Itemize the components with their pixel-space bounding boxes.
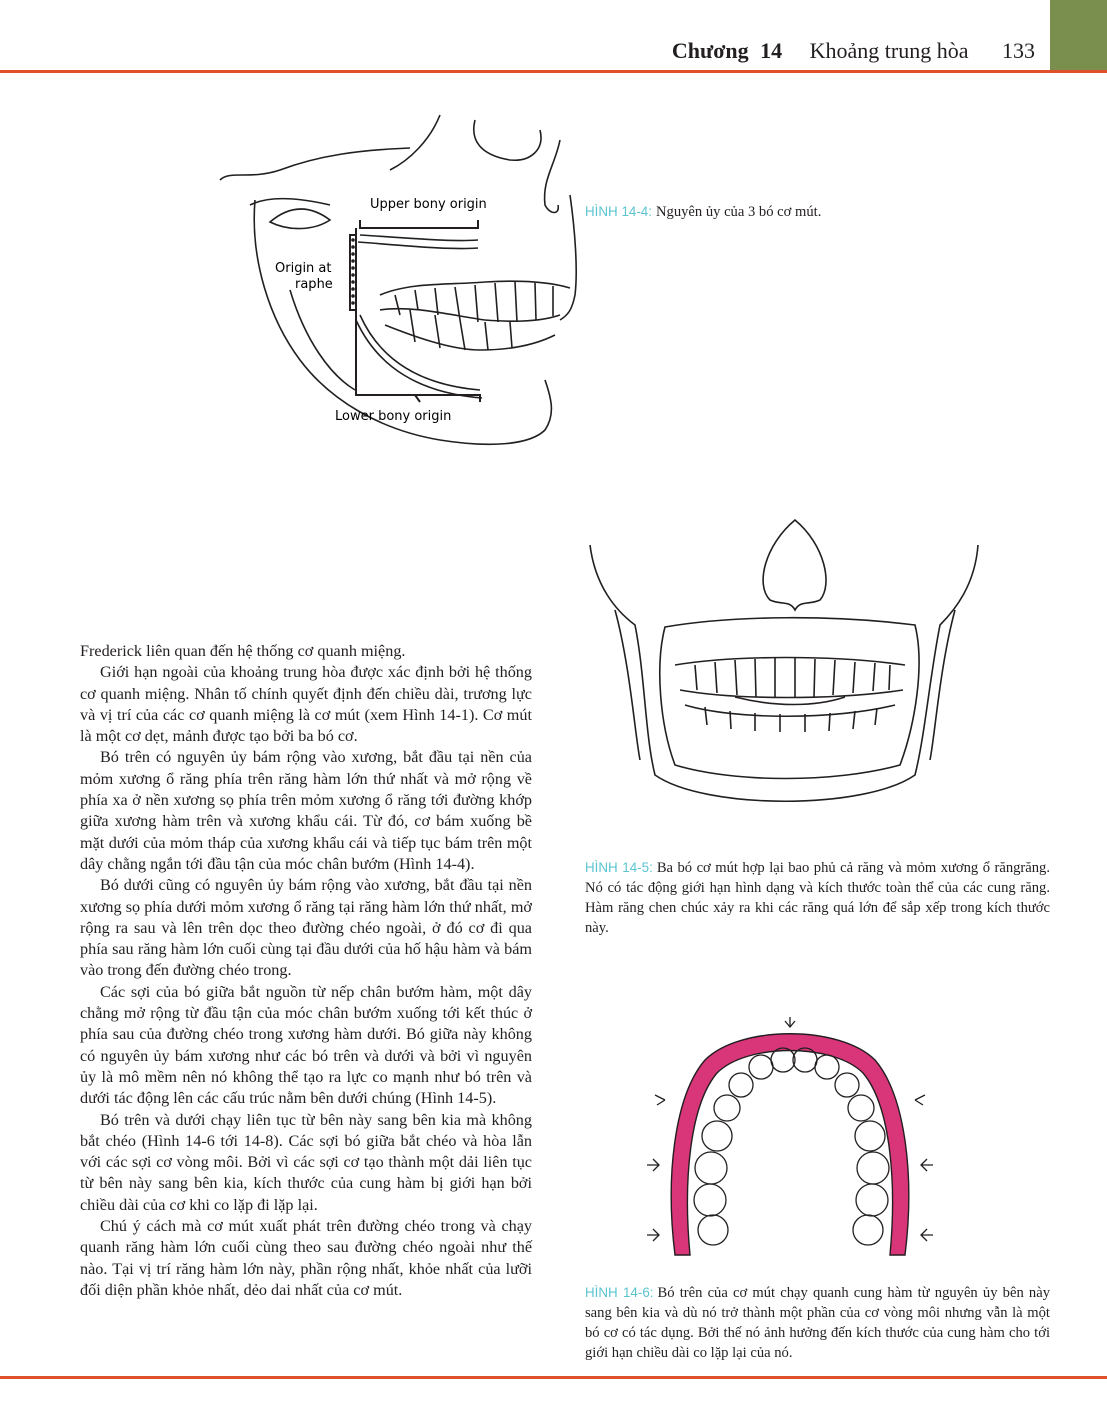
body-paragraph-5: Các sợi của bó giữa bắt nguồn từ nếp chân bướm hàm, một dây chằng mở rộng từ đầu tận của móc chân bướm xuống tới kết thúc ở phía sau của đường chéo trong xương hàm dưới. Bó giữa này không có nguyên ủy bám xương như các bó trên và dưới và bởi vì nguyên ủy là mô mềm nên nó không thể tạo ra lực co mạnh như bó trên và dưới tác động lên các cấu trúc nằm bên dưới chúng (Hình 14-5).: [80, 982, 532, 1108]
figure-14-5-caption-label: HÌNH 14-5:: [585, 860, 653, 875]
body-paragraph-2: Giới hạn ngoài của khoảng trung hòa được xác định bởi hệ thống cơ quanh miệng. Nhân tố chính quyết định đến chiều dài, trương lực và vị trí của các cơ quanh miệng là cơ mút (xem Hình 14-1). Cơ mút là một cơ dẹt, mảnh được tạo bởi ba bó cơ.: [80, 663, 532, 746]
chapter-color-tab: [1050, 0, 1107, 70]
figure-14-5-caption-text: Ba bó cơ mút hợp lại bao phủ cả răng và mỏm xương ổ răngrăng. Nó có tác động giới hạn hình dạng và kích thước toàn thể của các cung răng. Hàm răng chen chúc xảy ra khi các răng quá lớn để sắp xếp trong kích thước này.: [585, 860, 1050, 936]
figure-14-6-caption-label: HÌNH 14-6:: [585, 1285, 654, 1300]
figure-14-6-caption: [585, 1283, 1050, 1363]
buccinator-band: [671, 1034, 909, 1255]
body-text-column: [80, 641, 532, 1301]
figure-14-5-caption: [585, 858, 1050, 938]
figure-14-4-caption: [585, 202, 1035, 222]
figure-14-6-caption-text: Bó trên của cơ mút chạy quanh cung hàm từ nguyên ủy bên này sang bên kia và dù nó trở thành một phần của cơ vòng môi nhưng vẫn là một bó cơ có tác dụng. Bởi thế nó ảnh hưởng đến kích thước của cung hàm cho tới giới hạn chiều dài co lặp lại của nó.: [585, 1285, 1050, 1361]
figure-14-4-caption-label: HÌNH 14-4:: [585, 204, 652, 219]
label-origin-at-raphe-line2: raphe: [295, 277, 333, 292]
label-origin-at-raphe-line1: Origin at: [275, 261, 332, 276]
body-paragraph-7: Chú ý cách mà cơ mút xuất phát trên đường chéo trong và chạy quanh răng hàm lớn cuối cùng theo sau đường chéo ngoài như thế nào. Tại vị trí răng hàm lớn này, phần rộng nhất, khỏe nhất của lưỡi đối diện phần khỏe nhất, dẻo dai nhất của cơ mút.: [80, 1217, 532, 1299]
figure-14-6-arch-illustration: [635, 1005, 945, 1265]
page-header: [0, 0, 1107, 72]
label-upper-bony-origin: Upper bony origin: [370, 197, 487, 212]
chapter-number: 14: [760, 38, 783, 63]
footer-rule: [0, 1376, 1107, 1379]
figure-14-5-frontal-illustration: [585, 515, 985, 820]
chapter-title: Khoảng trung hòa: [809, 38, 969, 63]
page-number: 133: [1002, 38, 1035, 63]
figure-14-4-caption-text: Nguyên ủy của 3 bó cơ mút.: [655, 204, 822, 220]
chapter-label: Chương: [671, 38, 749, 63]
figure-14-4-skull-illustration: [210, 110, 600, 460]
running-head: [672, 38, 1035, 64]
body-paragraph-3: Bó trên có nguyên ủy bám rộng vào xương, bắt đầu tại nền của mỏm xương ổ răng phía trên răng hàm lớn thứ nhất và mở rộng về phía xa ở nền xương sọ phía trên mỏm xương ổ răng tới đường khớp giữa xương hàm trên và xương khẩu cái. Từ đó, cơ bám xuống bề mặt dưới của mỏm tháp của xương khẩu cái và tiếp tục bám trên một dây chằng ngắn tới đầu tận của móc chân bướm (Hình 14-4).: [80, 748, 532, 873]
label-lower-bony-origin: Lower bony origin: [335, 409, 452, 424]
header-rule: [0, 70, 1107, 73]
body-paragraph-6: Bó trên và dưới chạy liên tục từ bên này sang bên kia mà không bắt chéo (Hình 14-6 tới 14-8). Các sợi bó giữa bắt chéo và hòa lẫn với các sợi cơ vòng môi. Bởi vì các sợi cơ tạo thành một dải liên tục từ bên này sang bên kia, kích thước của cung hàm bị giới hạn bởi chiều dài của cơ khi co lặp đi lặp lại.: [80, 1110, 532, 1214]
body-paragraph-4: Bó dưới cũng có nguyên ủy bám rộng vào xương, bắt đầu tại nền xương sọ phía dưới mỏm xương ổ răng tại răng hàm lớn thứ nhất, mở rộng ra sau và lên trên dọc theo đường chéo ngoài, ở đó cơ đi qua phía sau răng hàm lớn cuối cùng tại đầu dưới của hố hậu hàm và bám vào trong đến đường chéo trong.: [80, 876, 532, 980]
body-paragraph-1: Frederick liên quan đến hệ thống cơ quanh miệng.: [80, 642, 406, 660]
